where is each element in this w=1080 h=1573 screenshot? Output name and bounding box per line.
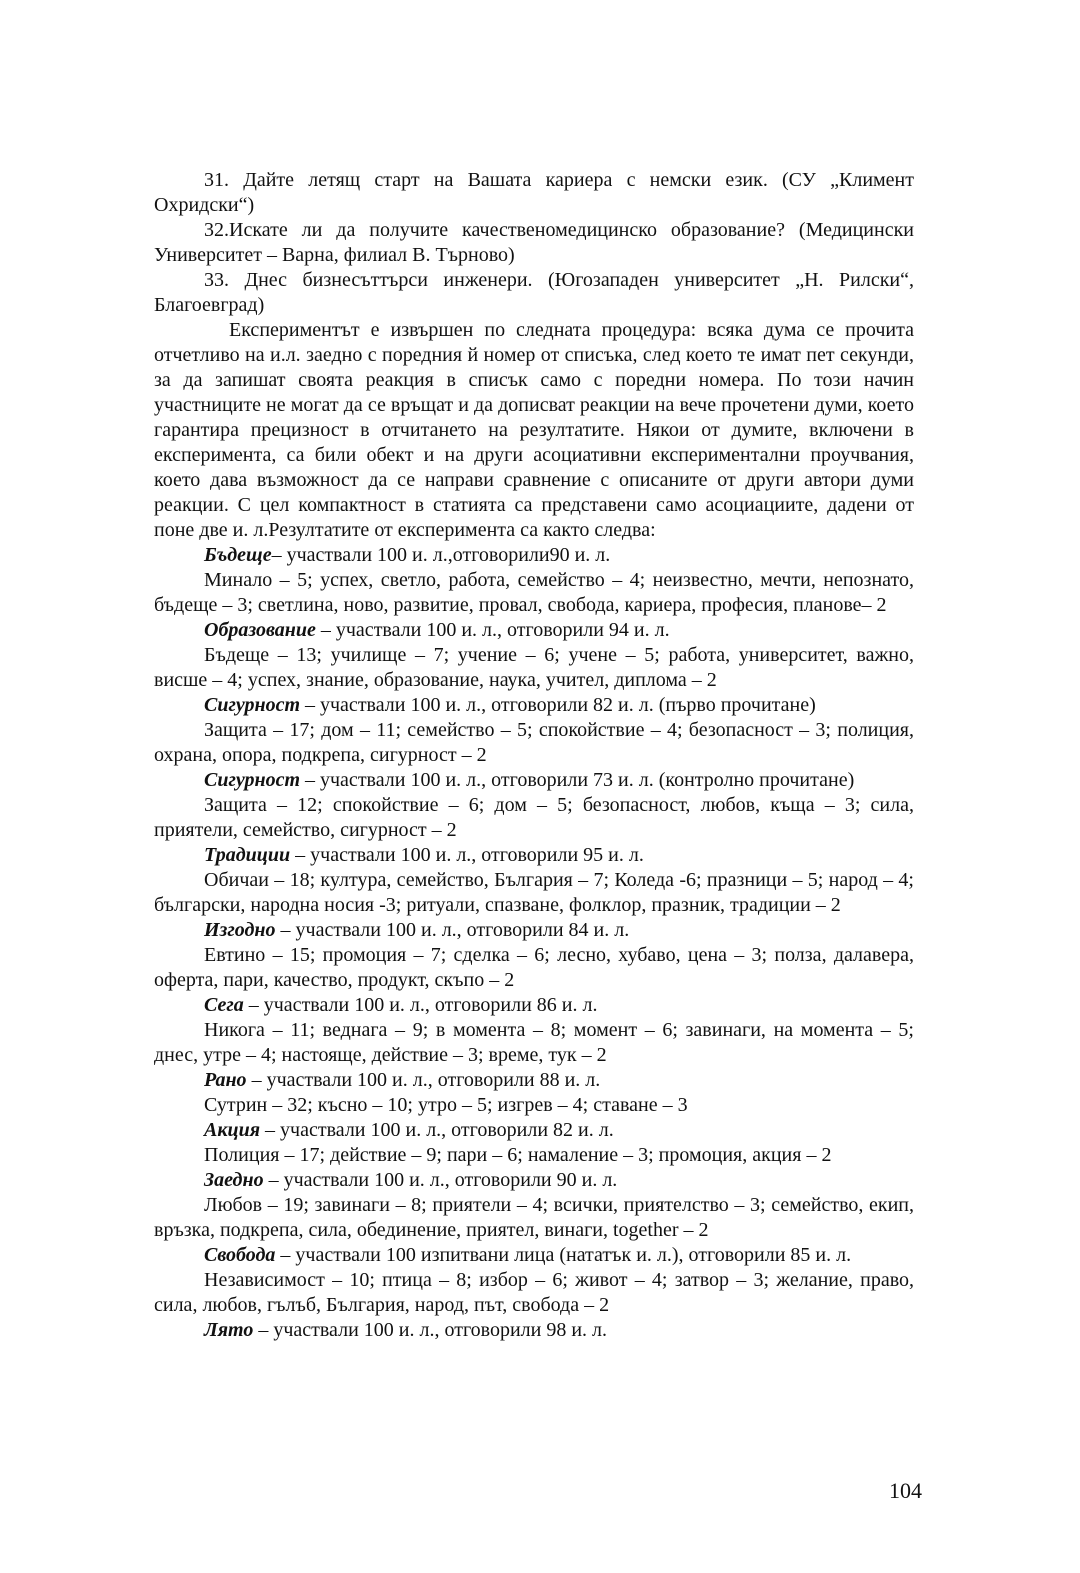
entry-responses: Бъдеще – 13; училище – 7; учение – 6; учене – 5; работа, университет, важно, висше – 4; успех, знание, образование, наука, учител, диплома – 2 [154,644,914,691]
entry-header [154,618,914,643]
entry-term: Свобода [204,1244,276,1266]
entry-term: Заедно [204,1169,264,1191]
entry-header [154,768,914,793]
entry-info: – участвали 100 и. л., отговорили 90 и. л. [263,1169,618,1191]
entry-info: – участвали 100 и. л.,отговорили90 и. л. [271,544,611,566]
entry-info: – участвали 100 изпитвани лица (нататък и. л.), отговорили 85 и. л. [275,1244,852,1266]
entry-term: Сигурност [204,694,300,716]
entry-responses: Евтино – 15; промоция – 7; сделка – 6; лесно, хубаво, цена – 3; полза, далавера, оферта, пари, качество, продукт, скъпо – 2 [154,944,914,991]
page-number: 104 [889,1478,922,1503]
entry-responses: Независимост – 10; птица – 8; избор – 6; живот – 4; затвор – 3; желание, право, сила, любов, гълъб, България, народ, път, свобода – 2 [154,1269,914,1316]
item-31: 31. Дайте летящ старт на Вашата кариера с немски език. (СУ „Климент Охридски“) [154,169,914,216]
entry-info: – участвали 100 и. л., отговорили 98 и. л. [253,1319,608,1341]
entry-info: – участвали 100 и. л., отговорили 84 и. л. [275,919,630,941]
entry-header [154,1068,914,1093]
entry-term: Рано [204,1069,247,1091]
entry-info: – участвали 100 и. л., отговорили 73 и. л. (контролно прочитане) [300,769,855,791]
entry-header [154,918,914,943]
entry-responses: Минало – 5; успех, светло, работа, семейство – 4; неизвестно, мечти, непознато, бъдеще – 3; светлина, ново, развитие, провал, свобода, кариера, професия, планове– 2 [154,569,914,616]
entry-term: Изгодно [204,919,276,941]
entry-term: Сигурност [204,769,300,791]
entry-info: – участвали 100 и. л., отговорили 86 и. л. [243,994,598,1016]
entry-info: – участвали 100 и. л., отговорили 82 и. л. [260,1119,614,1141]
entry-info: – участвали 100 и. л., отговорили 95 и. л. [290,844,644,866]
entry-header [154,843,914,868]
entry-header [154,543,914,568]
document-body [154,168,914,1343]
entry-responses: Защита – 17; дом – 11; семейство – 5; спокойствие – 4; безопасност – 3; полиция, охрана, опора, подкрепа, сигурност – 2 [154,719,914,766]
entry-responses: Никога – 11; веднага – 9; в момента – 8; момент – 6; завинаги, на момента – 5; днес, утре – 4; настояще, действие – 3; време, тук – 2 [154,1019,914,1066]
entry-header [154,1168,914,1193]
entry-term: Бъдеще [204,544,272,566]
item-32: 32.Искате ли да получите качественомедицинско образование? (Медицински Университет – Варна, филиал В. Търново) [154,219,914,266]
entry-info: – участвали 100 и. л., отговорили 94 и. л. [315,619,670,641]
entry-responses: Обичаи – 18; култура, семейство, България – 7; Коледа -6; празници – 5; народ – 4; български, народна носия -3; ритуали, спазване, фолклор, празник, традиции – 2 [154,869,914,916]
entry-responses: Сутрин – 32; късно – 10; утро – 5; изгрев – 4; ставане – 3 [204,1094,688,1116]
entry-term: Сега [204,994,244,1016]
entry-term: Акция [204,1119,261,1141]
entry-responses: Защита – 12; спокойствие – 6; дом – 5; безопасност, любов, къща – 3; сила, приятели, семейство, сигурност – 2 [154,794,914,841]
entry-header [154,1118,914,1143]
entry-header [154,993,914,1018]
procedure-paragraph: Експериментът е извършен по следната процедура: всяка дума се прочита отчетливо на и.л. заедно с поредния й номер от списъка, след което те имат пет секунди, за да запишат своята реакция в списък само с поредни номера. По този начин участниците не могат да се връщат и да дописват реакции на вече прочетени думи, което гарантира прецизност в отчитането на резултатите. Някои от думите, включени в експеримента, са били обект и на други асоциативни експериментални проучвания, което дава възможност да се направи сравнение с описаните от други автори думи реакции. С цел компактност в статията са представени само асоциациите, дадени от поне две и. л.Резултатите от експеримента са както следва: [154,319,914,541]
entry-header [154,1318,914,1343]
entry-term: Лято [204,1319,254,1341]
item-33: 33. Днес бизнесъттърси инженери. (Югозападен университет „Н. Рилски“, Благоевград) [154,269,914,316]
entry-responses: Полиция – 17; действие – 9; пари – 6; намаление – 3; промоция, акция – 2 [204,1144,832,1166]
entry-term: Образование [204,619,316,641]
entry-term: Традиции [204,844,291,866]
entry-header [154,693,914,718]
entry-info: – участвали 100 и. л., отговорили 82 и. л. (първо прочитане) [300,694,816,716]
entry-responses: Любов – 19; завинаги – 8; приятели – 4; всички, приятелство – 3; семейство, екип, връзка, подкрепа, сила, обединение, приятел, винаги, together – 2 [154,1194,914,1241]
entry-header [154,1243,914,1268]
entry-info: – участвали 100 и. л., отговорили 88 и. л. [246,1069,601,1091]
